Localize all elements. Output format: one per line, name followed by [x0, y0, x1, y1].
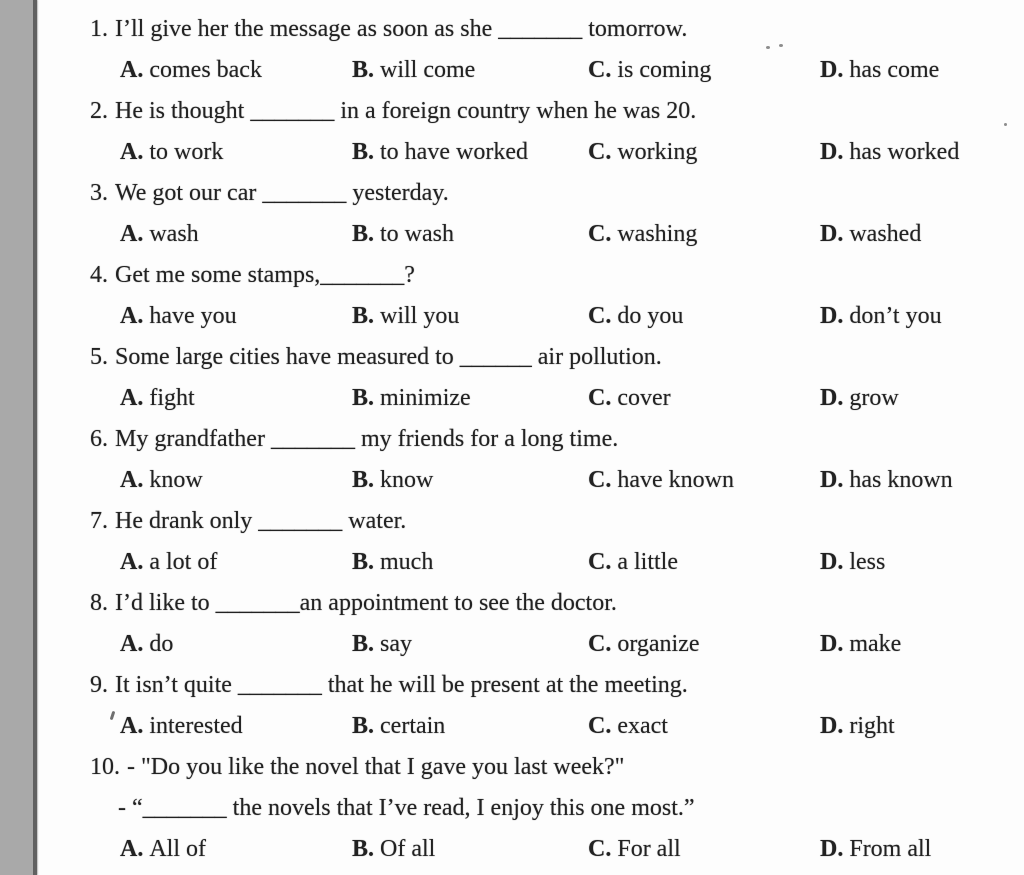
option-c [588, 214, 820, 255]
question-6 [0, 419, 1024, 501]
option-text: working [617, 139, 698, 165]
option-d [820, 132, 1024, 173]
option-c [588, 296, 820, 337]
question-stem-line2 [0, 788, 1024, 829]
option-text: know [380, 467, 434, 493]
option-b [352, 214, 588, 255]
option-letter: B. [352, 139, 375, 165]
question-number: 1. [90, 16, 108, 42]
question-stem [0, 173, 1024, 214]
option-c [588, 132, 820, 173]
option-text: has known [849, 467, 953, 493]
option-b [352, 378, 588, 419]
option-d [820, 706, 1024, 747]
option-d [820, 460, 1024, 501]
option-text: right [849, 713, 895, 739]
option-text: have known [617, 467, 734, 493]
question-text: My grandfather _______ my friends for a long time. [115, 426, 619, 452]
question-number: 2. [90, 98, 108, 124]
option-c [588, 624, 820, 665]
option-b [352, 624, 588, 665]
question-3 [0, 173, 1024, 255]
option-b [352, 542, 588, 583]
option-d [820, 378, 1024, 419]
option-text: wash [149, 221, 199, 247]
option-letter: C. [588, 631, 612, 657]
options-row [0, 706, 1024, 747]
option-letter: B. [352, 303, 375, 329]
option-text: will you [380, 303, 460, 329]
option-text: do you [617, 303, 684, 329]
question-stem [0, 501, 1024, 542]
option-text: to work [149, 139, 224, 165]
option-text: a lot of [149, 549, 218, 575]
option-text: interested [149, 713, 243, 739]
option-text: washing [617, 221, 698, 247]
question-4 [0, 255, 1024, 337]
option-text: don’t you [849, 303, 942, 329]
option-text: a little [617, 549, 678, 575]
option-text: less [849, 549, 886, 575]
option-d [820, 542, 1024, 583]
option-letter: A. [120, 385, 144, 411]
option-text: has come [849, 57, 940, 83]
option-text: minimize [380, 385, 471, 411]
question-stem [0, 337, 1024, 378]
question-9 [0, 665, 1024, 747]
option-a [120, 624, 352, 665]
option-letter: C. [588, 385, 612, 411]
option-letter: D. [820, 713, 844, 739]
option-a [120, 460, 352, 501]
option-letter: B. [352, 631, 375, 657]
option-letter: A. [120, 836, 144, 862]
question-number: 9. [90, 672, 108, 698]
option-b [352, 706, 588, 747]
option-a [120, 829, 352, 870]
option-text: to have worked [380, 139, 528, 165]
option-b [352, 132, 588, 173]
option-letter: D. [820, 549, 844, 575]
question-number: 8. [90, 590, 108, 616]
option-text: comes back [149, 57, 262, 83]
question-number: 3. [90, 180, 108, 206]
options-row [0, 50, 1024, 91]
options-row [0, 624, 1024, 665]
option-text: has worked [849, 139, 960, 165]
option-text: have you [149, 303, 237, 329]
option-text: For all [617, 836, 681, 862]
option-letter: C. [588, 221, 612, 247]
question-text: - "Do you like the novel that I gave you last week?" [127, 754, 625, 780]
option-text: to wash [380, 221, 455, 247]
question-stem [0, 255, 1024, 296]
option-a [120, 542, 352, 583]
option-text: say [380, 631, 413, 657]
option-letter: D. [820, 57, 844, 83]
question-stem [0, 91, 1024, 132]
question-number: 6. [90, 426, 108, 452]
option-letter: B. [352, 713, 375, 739]
option-text: organize [617, 631, 700, 657]
option-letter: A. [120, 549, 144, 575]
option-text: cover [617, 385, 671, 411]
option-text: washed [849, 221, 922, 247]
question-text: It isn’t quite _______ that he will be present at the meeting. [115, 672, 688, 698]
option-d [820, 296, 1024, 337]
option-letter: C. [588, 139, 612, 165]
option-text: From all [849, 836, 932, 862]
option-letter: C. [588, 713, 612, 739]
option-d [820, 214, 1024, 255]
options-row [0, 296, 1024, 337]
option-text: fight [149, 385, 195, 411]
option-letter: B. [352, 836, 375, 862]
option-letter: A. [120, 57, 144, 83]
option-text: much [380, 549, 434, 575]
option-c [588, 50, 820, 91]
question-10 [0, 747, 1024, 870]
question-text: I’ll give her the message as soon as she _______ tomorrow. [115, 16, 688, 42]
option-a [120, 706, 352, 747]
option-text: do [149, 631, 174, 657]
options-row [0, 829, 1024, 870]
option-text: will come [380, 57, 476, 83]
option-letter: A. [120, 467, 144, 493]
question-number: 7. [90, 508, 108, 534]
option-text: know [149, 467, 203, 493]
option-c [588, 706, 820, 747]
question-stem [0, 747, 1024, 788]
option-d [820, 624, 1024, 665]
options-row [0, 542, 1024, 583]
option-text: grow [849, 385, 899, 411]
option-text: Of all [380, 836, 436, 862]
question-text: He is thought _______ in a foreign country when he was 20. [115, 98, 697, 124]
option-letter: D. [820, 836, 844, 862]
question-7 [0, 501, 1024, 583]
option-letter: D. [820, 139, 844, 165]
option-a [120, 132, 352, 173]
question-number: 10. [90, 754, 120, 780]
question-text: - “_______ the novels that I’ve read, I enjoy this one most.” [118, 795, 695, 821]
question-number: 4. [90, 262, 108, 288]
option-letter: C. [588, 303, 612, 329]
option-text: All of [149, 836, 207, 862]
option-a [120, 214, 352, 255]
option-letter: D. [820, 467, 844, 493]
options-row [0, 460, 1024, 501]
option-text: is coming [617, 57, 712, 83]
option-a [120, 296, 352, 337]
question-number: 5. [90, 344, 108, 370]
option-letter: A. [120, 303, 144, 329]
option-letter: A. [120, 713, 144, 739]
option-letter: D. [820, 385, 844, 411]
option-b [352, 296, 588, 337]
question-stem [0, 419, 1024, 460]
option-letter: C. [588, 549, 612, 575]
option-letter: B. [352, 549, 375, 575]
option-a [120, 50, 352, 91]
option-c [588, 829, 820, 870]
option-c [588, 542, 820, 583]
option-letter: A. [120, 139, 144, 165]
option-b [352, 829, 588, 870]
options-row [0, 214, 1024, 255]
question-stem [0, 583, 1024, 624]
question-1 [0, 9, 1024, 91]
question-text: Some large cities have measured to ______ air pollution. [115, 344, 662, 370]
option-b [352, 50, 588, 91]
option-text: certain [380, 713, 446, 739]
option-letter: C. [588, 467, 612, 493]
option-letter: B. [352, 385, 375, 411]
option-letter: D. [820, 221, 844, 247]
option-letter: B. [352, 467, 375, 493]
question-stem [0, 9, 1024, 50]
option-c [588, 460, 820, 501]
option-letter: B. [352, 221, 375, 247]
option-text: exact [617, 713, 668, 739]
option-d [820, 829, 1024, 870]
question-8 [0, 583, 1024, 665]
option-letter: D. [820, 303, 844, 329]
option-letter: B. [352, 57, 375, 83]
question-text: I’d like to _______an appointment to see the doctor. [115, 590, 617, 616]
option-letter: C. [588, 836, 612, 862]
option-d [820, 50, 1024, 91]
options-row [0, 132, 1024, 173]
question-2 [0, 91, 1024, 173]
option-letter: C. [588, 57, 612, 83]
question-text: We got our car _______ yesterday. [115, 180, 449, 206]
option-letter: A. [120, 631, 144, 657]
option-letter: A. [120, 221, 144, 247]
option-text: make [849, 631, 902, 657]
question-5 [0, 337, 1024, 419]
option-b [352, 460, 588, 501]
option-a [120, 378, 352, 419]
option-letter: D. [820, 631, 844, 657]
question-stem [0, 665, 1024, 706]
option-c [588, 378, 820, 419]
question-text: He drank only _______ water. [115, 508, 407, 534]
options-row [0, 378, 1024, 419]
question-text: Get me some stamps,_______? [115, 262, 415, 288]
